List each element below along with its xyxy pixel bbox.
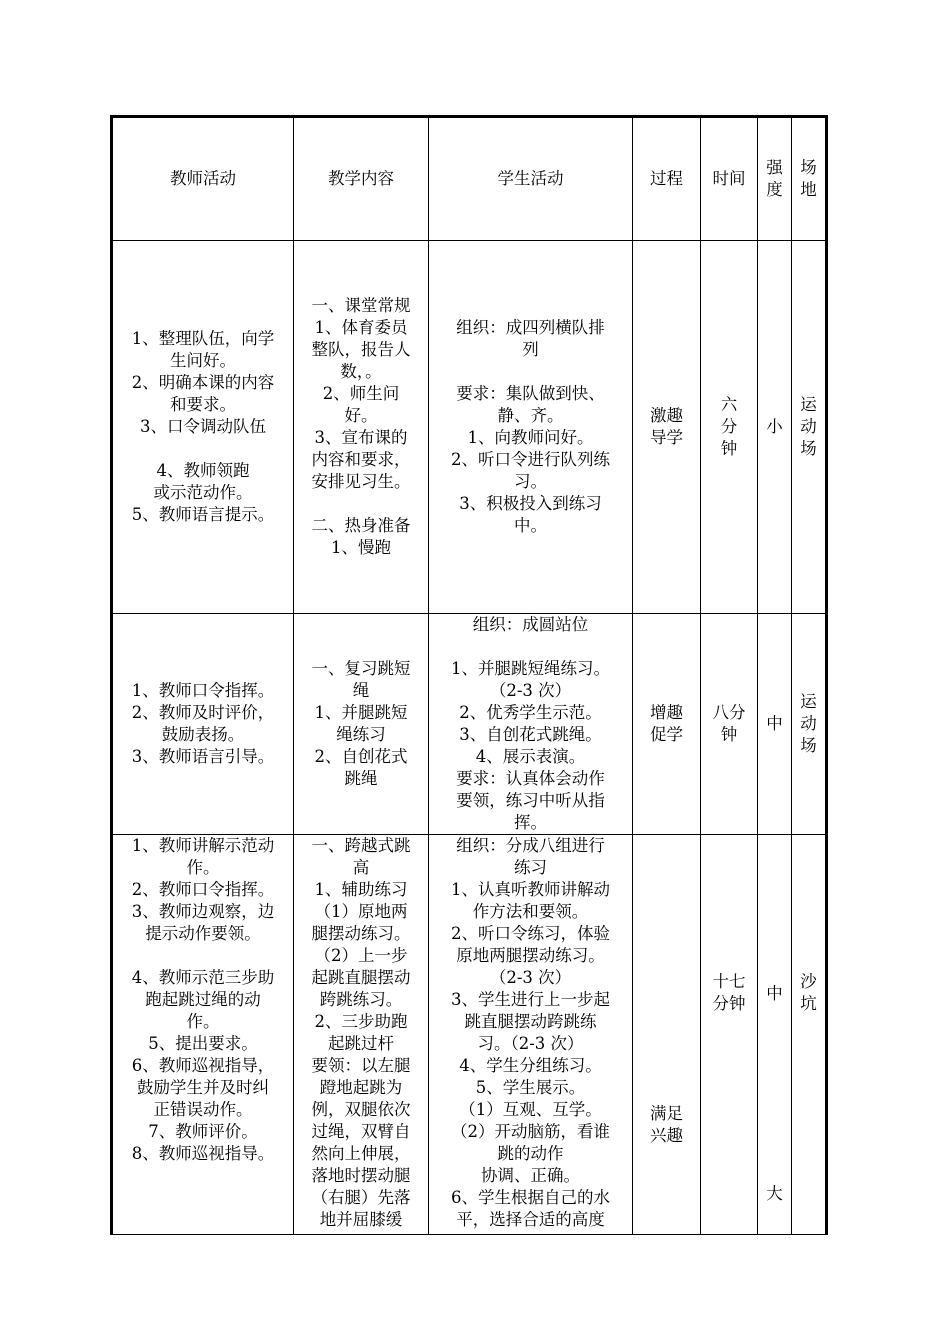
text-line: 列 (522, 340, 539, 359)
intensity-cell (758, 614, 792, 835)
text-line: 1、认真听教师讲解动 (451, 880, 610, 899)
text-line: 内容和要求， (311, 450, 411, 469)
text-line: 沙 (800, 972, 817, 991)
text-line: 跑起跳过绳的动 (145, 990, 261, 1009)
text-line: 中 (766, 714, 783, 733)
text-line: 腿摆动练习。 (311, 924, 411, 943)
text-line: 起跳过杆 (328, 1034, 394, 1053)
venue-cell (792, 241, 827, 614)
text-line: 4、展示表演。 (475, 747, 586, 766)
lesson-plan-table (110, 115, 828, 1235)
text-line: 4、教师领跑 (156, 461, 250, 480)
teaching-content-cell (294, 241, 429, 614)
text-line: （2）上一步 (314, 946, 408, 965)
text-line: 六 (720, 395, 738, 414)
teaching-content-cell (294, 835, 429, 1235)
venue-text (796, 971, 821, 1015)
intensity-cell (758, 835, 792, 1235)
text-line: 钟 (720, 725, 738, 744)
text-line: 场 (800, 439, 817, 458)
text-line: 组织：成四列横队排 (456, 318, 605, 337)
text-line: 提示动作要领。 (145, 924, 261, 943)
text-line: 鼓励表扬。 (161, 725, 245, 744)
text-line: 要领，练习中听从指 (456, 791, 605, 810)
section-row-2 (112, 614, 827, 835)
text-line: 钟 (720, 439, 738, 458)
text-line: （右腿）先落 (311, 1188, 411, 1207)
text-line: 促学 (650, 725, 683, 744)
text-line: 3、教师边观察，边 (131, 902, 275, 921)
text-line: 导学 (650, 428, 683, 447)
text-line: 1、教师讲解示范动 (131, 836, 275, 855)
time-cell (701, 835, 758, 1235)
text-line: 1、教师口令指挥。 (131, 681, 275, 700)
text-line: 协调、正确。 (481, 1166, 580, 1185)
text-line: （2）开动脑筋，看谁 (451, 1122, 610, 1141)
text-line: 生问好。 (170, 351, 236, 370)
text-line: 分钟 (712, 994, 746, 1013)
text-line: 满足 (650, 1104, 683, 1123)
text-line: 或示范动作。 (153, 483, 253, 502)
header-venue: 场 地 (792, 117, 827, 241)
text-line: 安排见习生。 (311, 472, 411, 491)
process-cell (633, 614, 701, 835)
process-text (637, 1103, 696, 1147)
venue-cell (792, 835, 827, 1235)
text-line (298, 493, 424, 515)
text-line: 2、明确本课的内容 (131, 373, 275, 392)
header-process: 过程 (633, 117, 701, 241)
text-line (433, 636, 628, 658)
text-line: 6、教师巡视指导， (131, 1056, 275, 1075)
header-time: 时间 (701, 117, 758, 241)
text-line: 3、自创花式跳绳。 (459, 725, 602, 744)
text-line: 3、学生进行上一步起 (451, 990, 610, 1009)
text-line: 跳的动作 (497, 1144, 564, 1163)
text-line: 八分 (712, 703, 746, 722)
teacher-activity-cell (112, 241, 294, 614)
text-line: 和要求。 (170, 395, 236, 414)
time-text (705, 971, 753, 1015)
text-line: 1、整理队伍，向学 (131, 329, 275, 348)
text-line: 然向上伸展， (311, 1144, 411, 1163)
text-line: （1）原地两 (314, 902, 408, 921)
text-line: 习。（2-3 次） (477, 1034, 584, 1053)
teaching-content-cell (294, 614, 429, 835)
teacher-activity-cell (112, 614, 294, 835)
text-line: 作方法和要领。 (472, 902, 589, 921)
text-line: 2、师生问 (322, 384, 400, 403)
process-cell (633, 835, 701, 1235)
text-line: 小 (766, 417, 783, 436)
text-line: 运 (800, 692, 817, 711)
text-line: 组织：分成八组进行 (456, 836, 605, 855)
text-line: 兴趣 (650, 1126, 683, 1145)
text-line (433, 361, 628, 383)
text-line: 过绳，双臂自 (311, 1122, 411, 1141)
text-line: 蹬地起跳为 (319, 1078, 403, 1097)
time-cell (701, 614, 758, 835)
text-line: 1、体育委员 (314, 318, 408, 337)
student-activity-cell (429, 241, 633, 614)
text-line: 7、教师评价。 (148, 1122, 258, 1141)
text-line: 2、教师及时评价， (131, 703, 275, 722)
text-line: 例，双腿依次 (311, 1100, 411, 1119)
text-line: 增趣 (650, 703, 683, 722)
text-line: 一、复习跳短 (311, 659, 411, 678)
text-line: 运 (800, 395, 817, 414)
intensity-cell (758, 241, 792, 614)
text-line: 作。 (186, 1012, 220, 1031)
text-line (117, 438, 289, 460)
text-line: 绳 (352, 681, 370, 700)
text-line: 5、学生展示。 (475, 1078, 586, 1097)
text-line: 2、自创花式 (314, 747, 408, 766)
time-cell (701, 241, 758, 614)
text-line: 1、并腿跳短 (314, 703, 408, 722)
text-line: 静、齐。 (497, 406, 564, 425)
text-line: 激趣 (650, 406, 683, 425)
text-line: 1、辅助练习 (314, 880, 408, 899)
intensity-value: 大 (766, 1184, 783, 1203)
text-line: 数，。 (340, 362, 382, 381)
text-line: 动 (800, 714, 817, 733)
text-line: （2-3 次） (489, 681, 572, 700)
venue-cell (792, 614, 827, 835)
text-line: 习。 (514, 472, 547, 491)
text-line: 一、跨越式跳 (311, 836, 411, 855)
text-line: 坑 (800, 994, 817, 1013)
text-line: 地并屈膝缓 (319, 1210, 403, 1229)
text-line: 4、教师示范三步助 (131, 968, 275, 987)
text-line: 场 (800, 736, 817, 755)
text-line: 二、热身准备 (311, 516, 411, 535)
text-line: 练习 (514, 858, 547, 877)
text-line: 3、口令调动队伍 (140, 417, 266, 436)
text-line: 1、并腿跳短绳练习。 (451, 659, 610, 678)
text-line: 2、听口令进行队列练 (451, 450, 610, 469)
text-line: 2、听口令练习，体验 (451, 924, 610, 943)
text-line: 6、学生根据自己的水 (451, 1188, 610, 1207)
text-line: 2、三步助跑 (314, 1012, 408, 1031)
header-student-activity: 学生活动 (429, 117, 633, 241)
text-line: 中。 (514, 516, 547, 535)
text-line (117, 945, 289, 967)
text-line: 平，选择合适的高度 (456, 1210, 605, 1229)
process-cell (633, 241, 701, 614)
text-line: 整队，报告人 (311, 340, 411, 359)
text-line: 2、教师口令指挥。 (131, 880, 275, 899)
text-line: 要领：以左腿 (311, 1056, 411, 1075)
intensity-value: 中 (766, 984, 783, 1003)
text-line: 4、学生分组练习。 (459, 1056, 602, 1075)
text-line: 8、教师巡视指导。 (131, 1144, 275, 1163)
text-line: 5、提出要求。 (148, 1034, 258, 1053)
header-teaching-content: 教学内容 (294, 117, 429, 241)
text-line: 2、优秀学生示范。 (459, 703, 602, 722)
text-line: 一、课堂常规 (311, 296, 411, 315)
text-line: 1、慢跑 (331, 538, 391, 557)
student-activity-cell (429, 614, 633, 835)
text-line: 要求：认真体会动作 (456, 769, 605, 788)
text-line: 5、教师语言提示。 (131, 505, 275, 524)
text-line: 鼓励学生并及时纠 (137, 1078, 269, 1097)
text-line: 要求：集队做到快、 (456, 384, 605, 403)
text-line: 组织：成圆站位 (472, 615, 589, 634)
header-row (112, 117, 827, 241)
text-line: 跨跳练习。 (319, 990, 403, 1009)
student-activity-cell (429, 835, 633, 1235)
text-line: 跳直腿摆动跨跳练 (464, 1012, 597, 1031)
text-line: 分 (720, 417, 738, 436)
text-line: 正错误动作。 (153, 1100, 253, 1119)
text-line: 原地两腿摆动练习。 (456, 946, 605, 965)
text-line: 落地时摆动腿 (311, 1166, 411, 1185)
text-line: 动 (800, 417, 817, 436)
text-line: （1）互观、互学。 (459, 1100, 602, 1119)
text-line: （2-3 次） (489, 968, 572, 987)
text-line: 挥。 (514, 813, 547, 832)
header-intensity: 强 度 (758, 117, 792, 241)
section-row-1 (112, 241, 827, 614)
teacher-activity-cell (112, 835, 294, 1235)
section-row-3 (112, 835, 827, 1235)
header-teacher-activity: 教师活动 (112, 117, 294, 241)
text-line: 起跳直腿摆动 (311, 968, 411, 987)
text-line: 跳绳 (344, 769, 378, 788)
text-line: 十七 (712, 972, 746, 991)
text-line: 3、教师语言引导。 (131, 747, 275, 766)
text-line: 绳练习 (336, 725, 386, 744)
text-line: 高 (352, 858, 370, 877)
text-line: 好。 (344, 406, 378, 425)
text-line: 作。 (186, 858, 220, 877)
text-line: 3、积极投入到练习 (459, 494, 602, 513)
text-line: 3、宣布课的 (314, 428, 408, 447)
text-line: 1、向教师问好。 (467, 428, 594, 447)
